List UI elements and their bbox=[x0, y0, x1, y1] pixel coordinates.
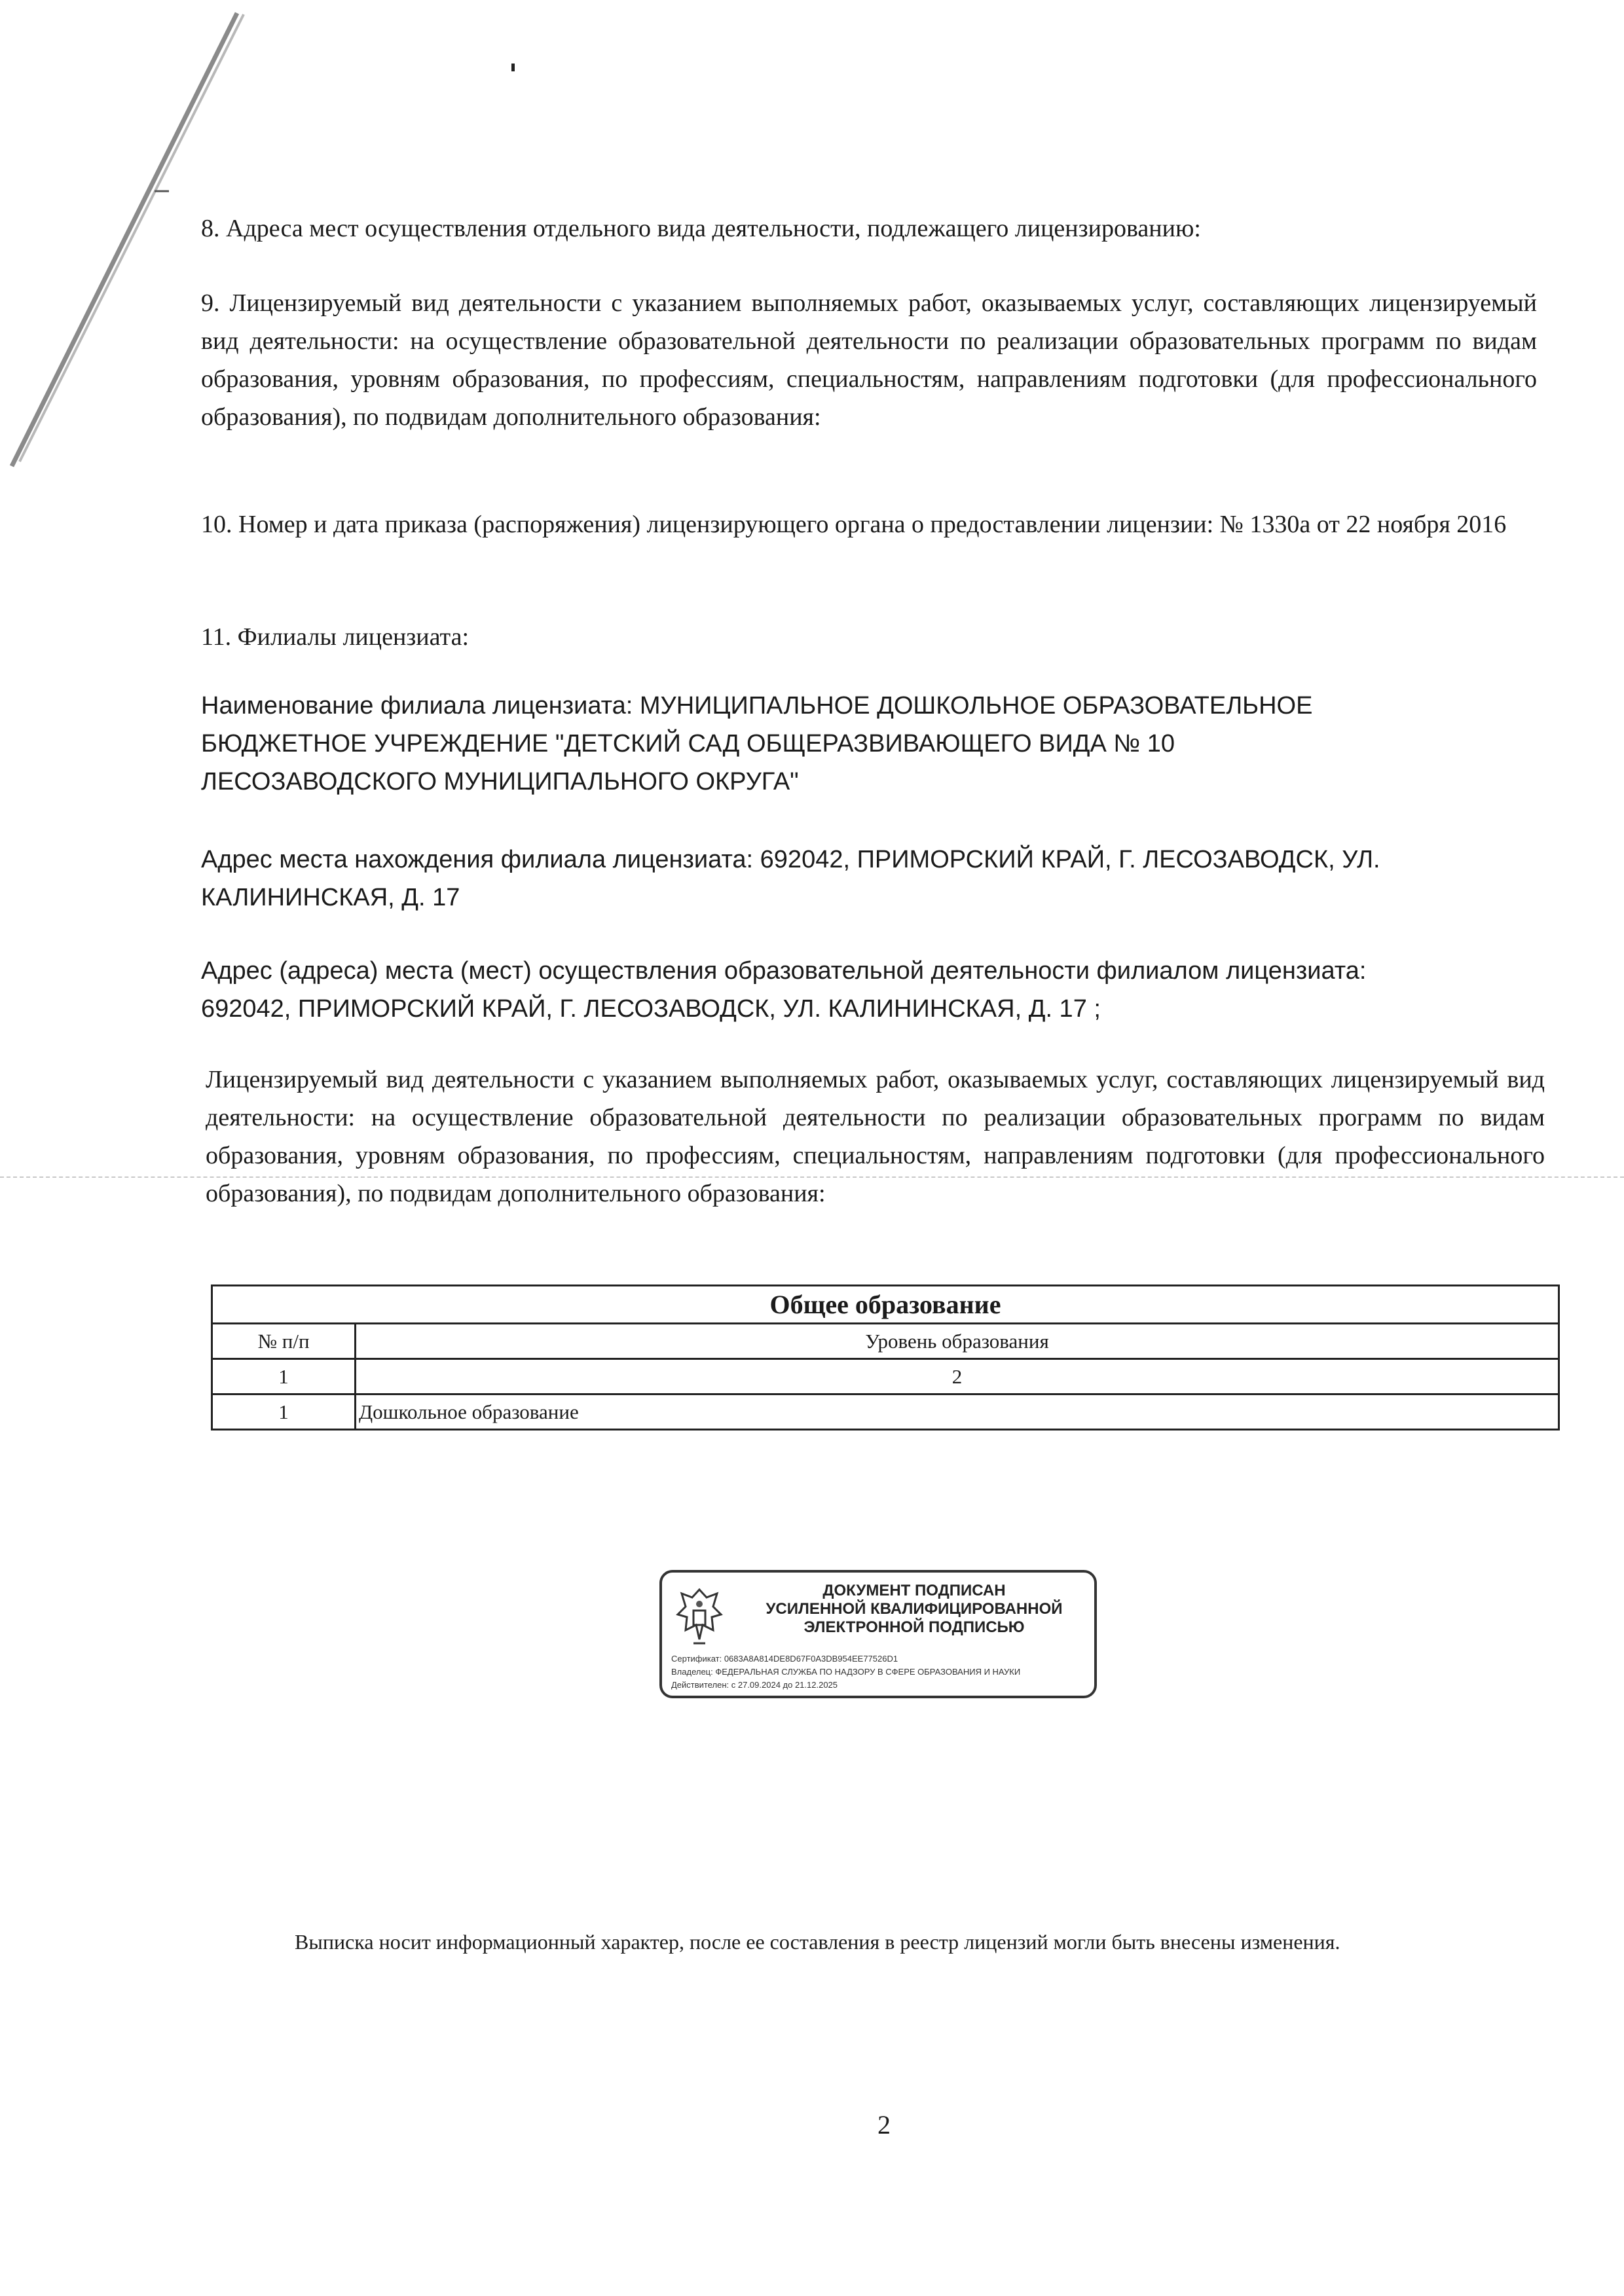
branch-activity-address-line: 692042, ПРИМОРСКИЙ КРАЙ, Г. ЛЕСОЗАВОДСК, УЛ. КАЛИНИНСКАЯ, Д. 17 ; bbox=[201, 995, 1101, 1023]
branch-address-line: КАЛИНИНСКАЯ, Д. 17 bbox=[201, 884, 460, 911]
stamp-title bbox=[741, 1582, 1088, 1637]
item-9-licensed-activity: 9. Лицензируемый вид деятельности с указанием выполняемых работ, оказываемых услуг, составляющих лицензируемый вид деятельности: на осуществление образовательной деятельности по реализации образовательных программ по видам образования, уровням образования, по профессиям, специальностям, направлениям подготовки (для профессионального образования), по подвидам дополнительного образования: bbox=[201, 289, 1537, 431]
scan-speck bbox=[509, 62, 517, 74]
branch-name-line: ЛЕСОЗАВОДСКОГО МУНИЦИПАЛЬНОГО ОКРУГА" bbox=[201, 768, 799, 795]
row-number: 1 bbox=[212, 1394, 356, 1430]
branch-name-line: БЮДЖЕТНОЕ УЧРЕЖДЕНИЕ "ДЕТСКИЙ САД ОБЩЕРАЗВИВАЮЩЕГО ВИДА № 10 bbox=[201, 730, 1175, 757]
item-11-branches: 11. Филиалы лицензиата: bbox=[201, 623, 470, 651]
row-education-level: Дошкольное образование bbox=[356, 1394, 1559, 1430]
table-title-row bbox=[212, 1286, 1559, 1324]
branch-address bbox=[201, 841, 1380, 917]
header-education-level: Уровень образования bbox=[356, 1324, 1559, 1359]
stamp-validity: Действителен: с 27.09.2024 до 21.12.2025 bbox=[671, 1680, 838, 1690]
branch-name-line: Наименование филиала лицензиата: МУНИЦИПАЛЬНОЕ ДОШКОЛЬНОЕ ОБРАЗОВАТЕЛЬНОЕ bbox=[201, 692, 1313, 720]
electronic-signature-stamp bbox=[659, 1570, 1097, 1698]
header-number: № п/п bbox=[212, 1324, 356, 1359]
branch-activity-address-line: Адрес (адреса) места (мест) осуществления образовательной деятельности филиалом лицензиата: bbox=[201, 957, 1367, 985]
general-education-table bbox=[211, 1285, 1560, 1430]
stamp-certificate: Сертификат: 0683A8A814DE8D67F0A3DB954EE77526D1 bbox=[671, 1654, 898, 1664]
branch-licensed-activity: Лицензируемый вид деятельности с указанием выполняемых работ, оказываемых услуг, составляющих лицензируемый вид деятельности: на осуществление образовательной деятельности по реализации образовательных программ по видам образования, уровням образования, по профессиям, специальностям, направлениям подготовки (для профессионального образования), по подвидам дополнительного образования: bbox=[206, 1066, 1545, 1207]
page-number: 2 bbox=[877, 2110, 891, 2140]
column-number-2: 2 bbox=[356, 1359, 1559, 1394]
column-number-1: 1 bbox=[212, 1359, 356, 1394]
branch-address-line: Адрес места нахождения филиала лицензиата: 692042, ПРИМОРСКИЙ КРАЙ, Г. ЛЕСОЗАВОДСК, УЛ. bbox=[201, 846, 1380, 873]
stamp-details bbox=[671, 1652, 1090, 1692]
table-column-number-row bbox=[212, 1359, 1559, 1394]
item-10-order-number-date: 10. Номер и дата приказа (распоряжения) лицензирующего органа о предоставлении лицензии: № 1330а от 22 ноября 2016 bbox=[201, 511, 1507, 538]
stamp-title-line: УСИЛЕННОЙ КВАЛИФИЦИРОВАННОЙ bbox=[766, 1600, 1063, 1618]
coat-of-arms-emblem bbox=[674, 1584, 725, 1647]
stamp-owner: Владелец: ФЕДЕРАЛЬНАЯ СЛУЖБА ПО НАДЗОРУ В СФЕРЕ ОБРАЗОВАНИЯ И НАУКИ bbox=[671, 1667, 1021, 1677]
table-row bbox=[212, 1394, 1559, 1430]
branch-name bbox=[201, 687, 1312, 801]
stamp-title-line: ДОКУМЕНТ ПОДПИСАН bbox=[822, 1582, 1006, 1599]
table-header-row bbox=[212, 1324, 1559, 1359]
footer-note: Выписка носит информационный характер, после ее составления в реестр лицензий могли быть внесены изменения. bbox=[295, 1930, 1340, 1954]
stamp-title-line: ЭЛЕКТРОННОЙ ПОДПИСЬЮ bbox=[803, 1618, 1025, 1636]
table-title: Общее образование bbox=[212, 1286, 1559, 1324]
branch-activity-address bbox=[201, 952, 1366, 1028]
item-8-addresses: 8. Адреса мест осуществления отдельного вида деятельности, подлежащего лицензированию: bbox=[201, 215, 1201, 242]
